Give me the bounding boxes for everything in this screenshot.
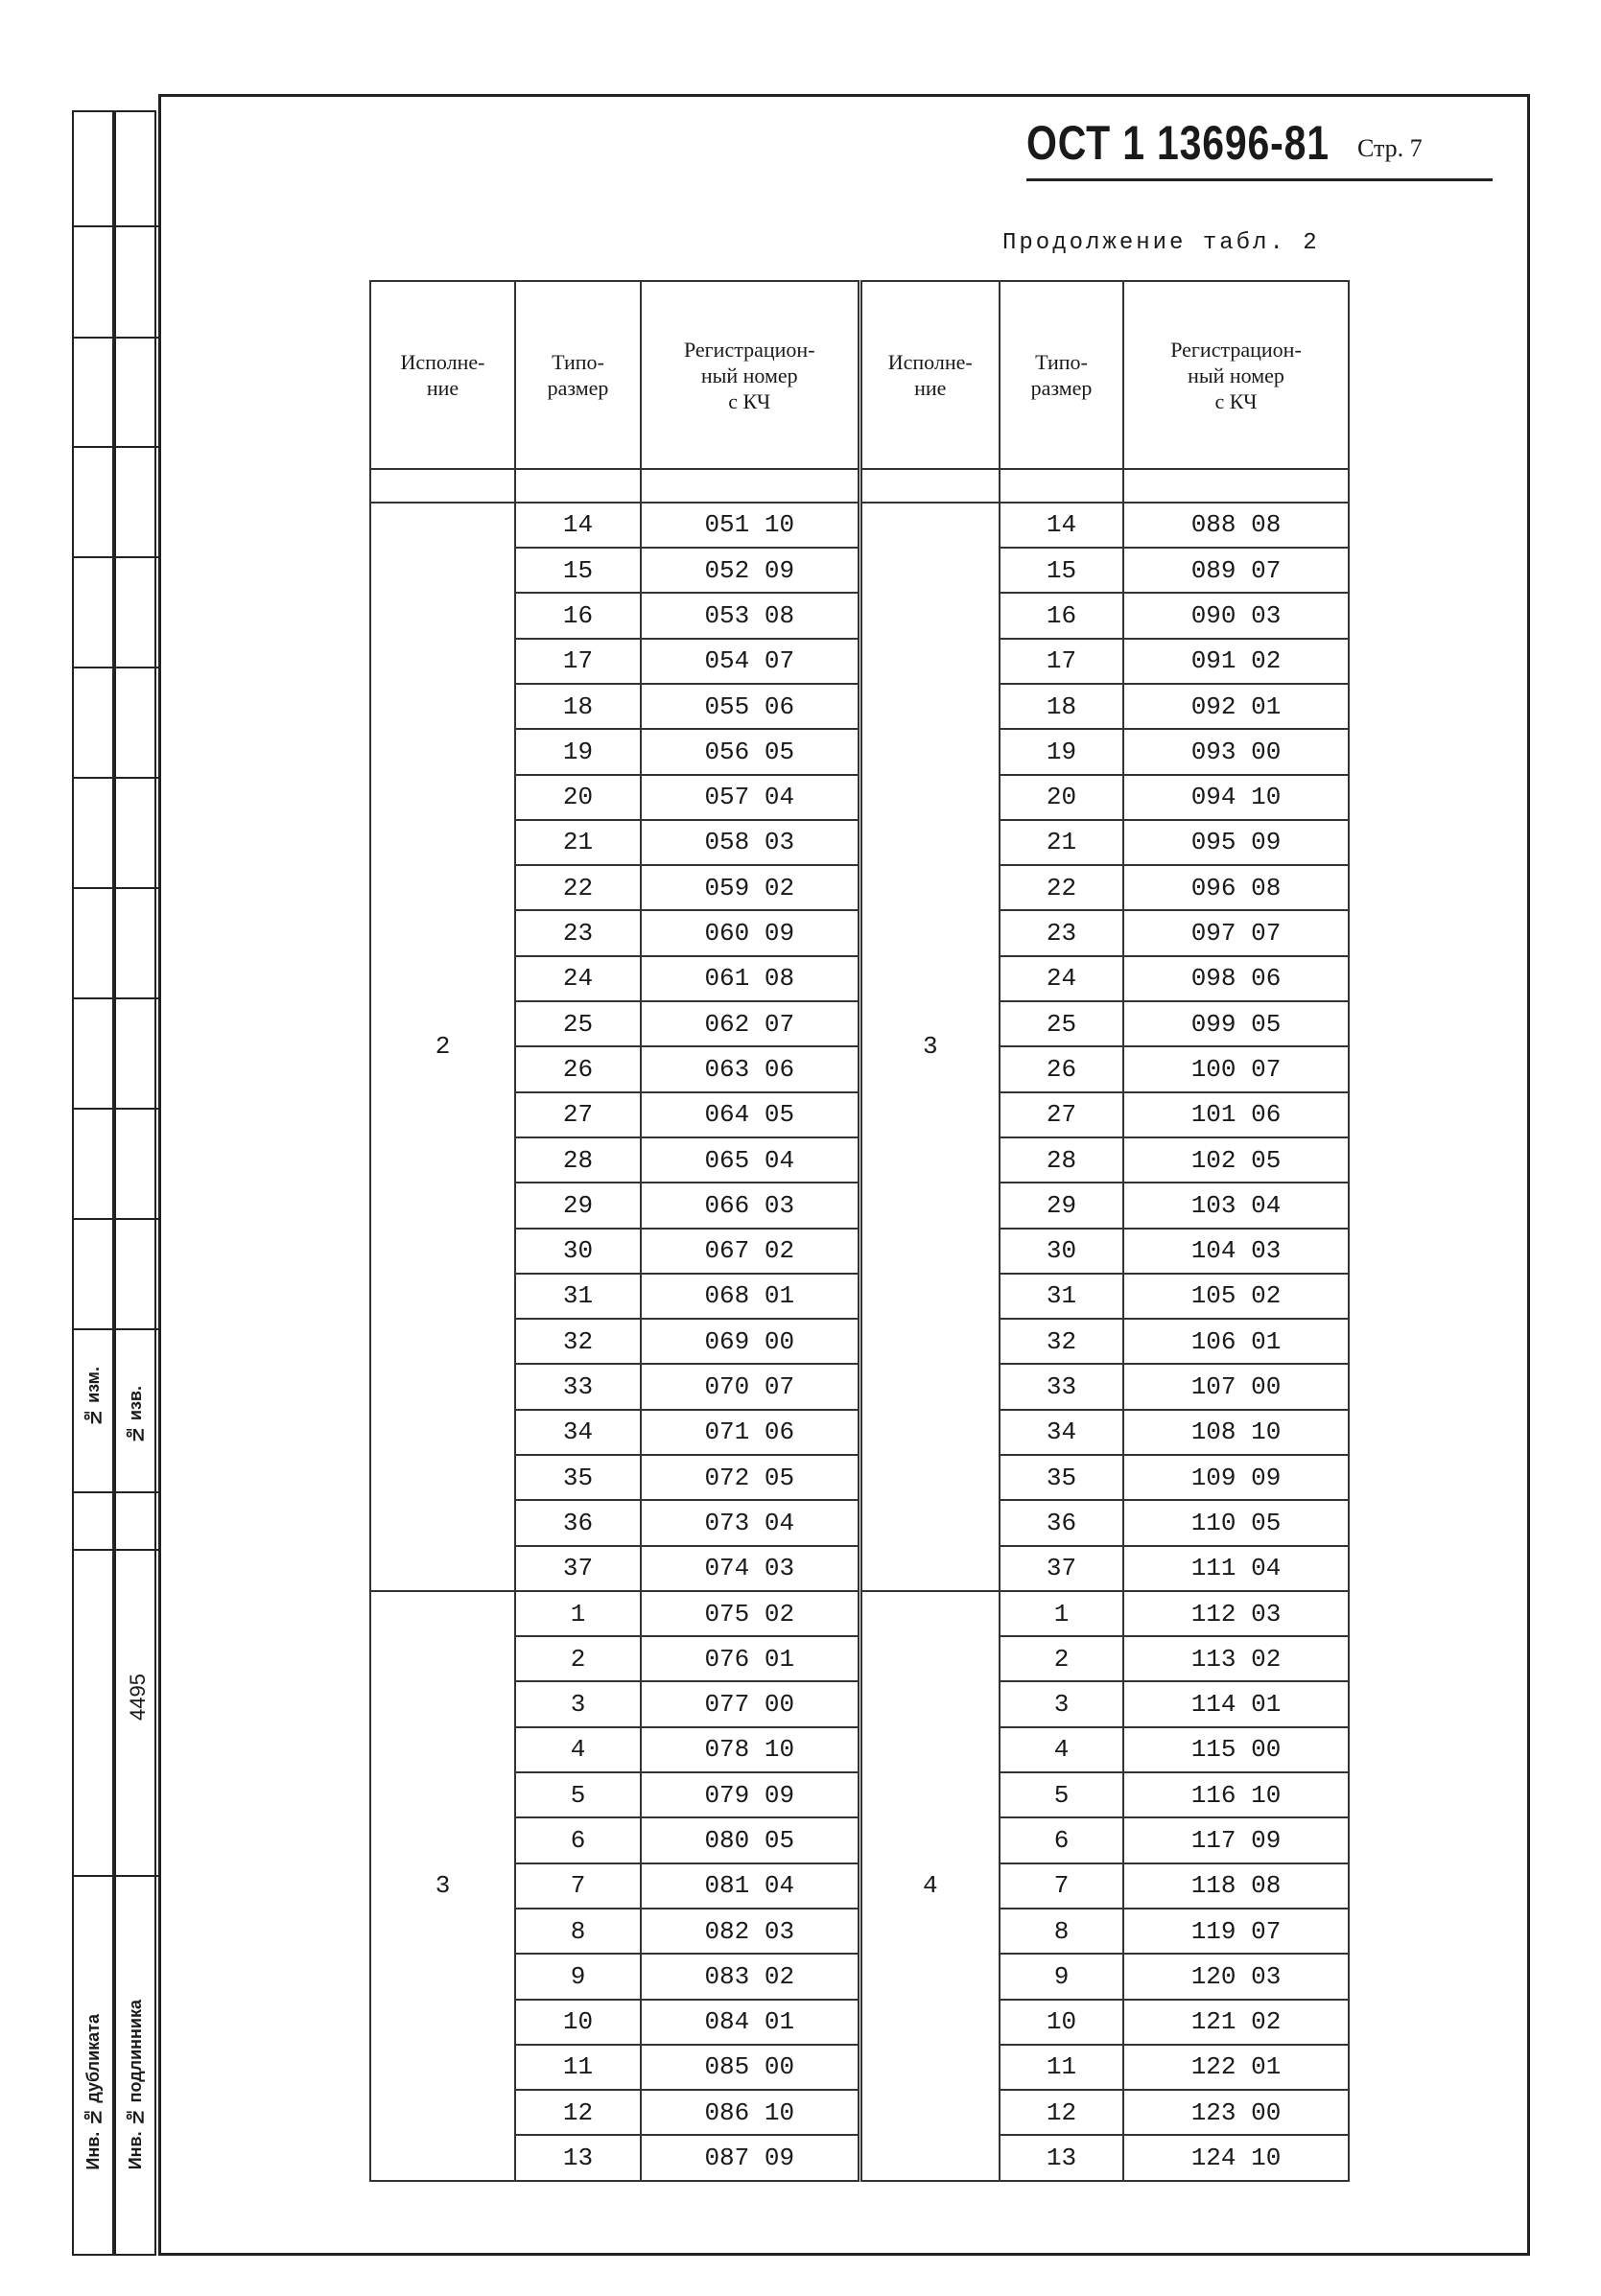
table-continuation-caption: Продолжение табл. 2 <box>1002 230 1320 256</box>
size-cell-left: 35 <box>515 1455 641 1500</box>
header-reg-left: Регистрацион- ный номер с КЧ <box>641 281 859 469</box>
page-number: Стр. 7 <box>1357 134 1423 162</box>
reg-number-cell-right: 102 05 <box>1123 1137 1349 1183</box>
size-cell-left: 8 <box>515 1909 641 1954</box>
header-reg-right: Регистрацион- ный номер с КЧ <box>1123 281 1349 469</box>
size-cell-left: 18 <box>515 684 641 729</box>
reg-number-cell-right: 109 09 <box>1123 1455 1349 1500</box>
reg-number-cell-right: 107 00 <box>1123 1364 1349 1409</box>
reg-number-cell-left: 069 00 <box>641 1319 859 1364</box>
execution-cell-left: 3 <box>370 1591 515 2181</box>
size-cell-left: 7 <box>515 1863 641 1909</box>
reg-number-cell-right: 089 07 <box>1123 548 1349 593</box>
reg-number-cell-right: 111 04 <box>1123 1546 1349 1591</box>
size-cell-right: 31 <box>1000 1274 1123 1319</box>
reg-number-cell-left: 067 02 <box>641 1229 859 1274</box>
reg-number-cell-left: 075 02 <box>641 1591 859 1636</box>
reg-number-cell-right: 104 03 <box>1123 1229 1349 1274</box>
reg-number-cell-left: 070 07 <box>641 1364 859 1409</box>
size-cell-left: 32 <box>515 1319 641 1364</box>
reg-number-cell-left: 086 10 <box>641 2090 859 2135</box>
original-inv-label: Инв. № подлинника <box>126 2000 145 2170</box>
size-cell-left: 25 <box>515 1001 641 1046</box>
size-cell-left: 28 <box>515 1137 641 1183</box>
reg-number-cell-left: 087 09 <box>641 2135 859 2181</box>
reg-number-cell-right: 091 02 <box>1123 639 1349 684</box>
reg-number-cell-left: 083 02 <box>641 1954 859 1999</box>
size-cell-left: 30 <box>515 1229 641 1274</box>
reg-number-cell-left: 062 07 <box>641 1001 859 1046</box>
size-cell-right: 13 <box>1000 2135 1123 2181</box>
reg-number-cell-left: 079 09 <box>641 1772 859 1817</box>
size-cell-left: 5 <box>515 1772 641 1817</box>
reg-number-cell-right: 105 02 <box>1123 1274 1349 1319</box>
size-cell-right: 25 <box>1000 1001 1123 1046</box>
size-cell-right: 35 <box>1000 1455 1123 1500</box>
reg-number-cell-right: 120 03 <box>1123 1954 1349 1999</box>
size-cell-left: 33 <box>515 1364 641 1409</box>
size-cell-right: 22 <box>1000 865 1123 910</box>
size-cell-right: 28 <box>1000 1137 1123 1183</box>
size-cell-right: 1 <box>1000 1591 1123 1636</box>
reg-number-cell-left: 054 07 <box>641 639 859 684</box>
size-cell-left: 20 <box>515 775 641 820</box>
reg-number-cell-left: 078 10 <box>641 1727 859 1772</box>
registration-table <box>369 280 1350 2182</box>
reg-number-cell-left: 056 05 <box>641 729 859 774</box>
size-cell-right: 18 <box>1000 684 1123 729</box>
size-cell-left: 34 <box>515 1410 641 1455</box>
header-gap-row <box>370 469 1349 503</box>
strip-column-left <box>72 110 114 2256</box>
reg-number-cell-right: 088 08 <box>1123 503 1349 548</box>
size-cell-left: 11 <box>515 2045 641 2090</box>
strip-column-right <box>114 110 156 2256</box>
document-code: ОСТ 1 13696-81 <box>1026 116 1330 170</box>
reg-number-cell-left: 080 05 <box>641 1817 859 1863</box>
size-cell-right: 11 <box>1000 2045 1123 2090</box>
size-cell-left: 24 <box>515 956 641 1001</box>
reg-number-cell-right: 097 07 <box>1123 910 1349 955</box>
reg-number-cell-right: 119 07 <box>1123 1909 1349 1954</box>
reg-number-cell-right: 096 08 <box>1123 865 1349 910</box>
reg-number-cell-left: 053 08 <box>641 593 859 638</box>
reg-number-cell-right: 098 06 <box>1123 956 1349 1001</box>
reg-number-cell-right: 114 01 <box>1123 1681 1349 1726</box>
size-cell-left: 3 <box>515 1681 641 1726</box>
size-cell-right: 8 <box>1000 1909 1123 1954</box>
reg-number-cell-left: 063 06 <box>641 1046 859 1091</box>
reg-number-cell-left: 060 09 <box>641 910 859 955</box>
change-number-label: № изм. <box>83 1367 103 1427</box>
reg-number-cell-left: 081 04 <box>641 1863 859 1909</box>
size-cell-right: 34 <box>1000 1410 1123 1455</box>
reg-number-cell-right: 112 03 <box>1123 1591 1349 1636</box>
header-execution-left: Исполне- ние <box>370 281 515 469</box>
reg-number-cell-right: 094 10 <box>1123 775 1349 820</box>
notice-number-label: № изв. <box>126 1386 145 1445</box>
size-cell-left: 1 <box>515 1591 641 1636</box>
reg-number-cell-right: 108 10 <box>1123 1410 1349 1455</box>
reg-number-cell-right: 123 00 <box>1123 2090 1349 2135</box>
size-cell-right: 19 <box>1000 729 1123 774</box>
size-cell-left: 27 <box>515 1092 641 1137</box>
reg-number-cell-left: 059 02 <box>641 865 859 910</box>
reg-number-cell-left: 071 06 <box>641 1410 859 1455</box>
size-cell-right: 36 <box>1000 1500 1123 1545</box>
reg-number-cell-left: 073 04 <box>641 1500 859 1545</box>
size-cell-right: 16 <box>1000 593 1123 638</box>
size-cell-right: 23 <box>1000 910 1123 955</box>
reg-number-cell-right: 121 02 <box>1123 2000 1349 2045</box>
size-cell-left: 12 <box>515 2090 641 2135</box>
size-cell-left: 9 <box>515 1954 641 1999</box>
size-cell-left: 10 <box>515 2000 641 2045</box>
size-cell-right: 24 <box>1000 956 1123 1001</box>
size-cell-left: 16 <box>515 593 641 638</box>
execution-cell-right: 4 <box>859 1591 1000 2181</box>
reg-number-cell-right: 115 00 <box>1123 1727 1349 1772</box>
size-cell-left: 36 <box>515 1500 641 1545</box>
size-cell-right: 20 <box>1000 775 1123 820</box>
title-underline <box>1026 178 1493 181</box>
reg-number-cell-left: 055 06 <box>641 684 859 729</box>
header-row <box>370 281 1349 469</box>
size-cell-right: 3 <box>1000 1681 1123 1726</box>
reg-number-cell-right: 092 01 <box>1123 684 1349 729</box>
reg-number-cell-left: 074 03 <box>641 1546 859 1591</box>
execution-cell-left: 2 <box>370 503 515 1591</box>
reg-number-cell-right: 124 10 <box>1123 2135 1349 2181</box>
size-cell-right: 30 <box>1000 1229 1123 1274</box>
reg-number-cell-right: 118 08 <box>1123 1863 1349 1909</box>
size-cell-right: 6 <box>1000 1817 1123 1863</box>
reg-number-cell-left: 077 00 <box>641 1681 859 1726</box>
reg-number-cell-left: 076 01 <box>641 1636 859 1681</box>
size-cell-left: 15 <box>515 548 641 593</box>
size-cell-right: 7 <box>1000 1863 1123 1909</box>
reg-number-cell-right: 101 06 <box>1123 1092 1349 1137</box>
size-cell-right: 32 <box>1000 1319 1123 1364</box>
reg-number-cell-right: 090 03 <box>1123 593 1349 638</box>
reg-number-cell-right: 103 04 <box>1123 1183 1349 1228</box>
reg-number-cell-left: 052 09 <box>641 548 859 593</box>
reg-number-cell-left: 066 03 <box>641 1183 859 1228</box>
reg-number-cell-left: 085 00 <box>641 2045 859 2090</box>
size-cell-left: 17 <box>515 639 641 684</box>
header-size-left: Типо- размер <box>515 281 641 469</box>
size-cell-right: 37 <box>1000 1546 1123 1591</box>
reg-number-cell-right: 095 09 <box>1123 820 1349 865</box>
size-cell-left: 37 <box>515 1546 641 1591</box>
size-cell-right: 27 <box>1000 1092 1123 1137</box>
size-cell-right: 33 <box>1000 1364 1123 1409</box>
size-cell-right: 17 <box>1000 639 1123 684</box>
table-row <box>370 503 1349 548</box>
size-cell-left: 6 <box>515 1817 641 1863</box>
reg-number-cell-left: 051 10 <box>641 503 859 548</box>
reg-number-cell-right: 117 09 <box>1123 1817 1349 1863</box>
reg-number-cell-left: 068 01 <box>641 1274 859 1319</box>
reg-number-cell-right: 093 00 <box>1123 729 1349 774</box>
size-cell-left: 26 <box>515 1046 641 1091</box>
size-cell-right: 12 <box>1000 2090 1123 2135</box>
size-cell-right: 10 <box>1000 2000 1123 2045</box>
size-cell-left: 13 <box>515 2135 641 2181</box>
reg-number-cell-right: 099 05 <box>1123 1001 1349 1046</box>
reg-number-cell-left: 058 03 <box>641 820 859 865</box>
size-cell-right: 5 <box>1000 1772 1123 1817</box>
size-cell-right: 15 <box>1000 548 1123 593</box>
size-cell-left: 31 <box>515 1274 641 1319</box>
original-inv-value: 4495 <box>126 1674 150 1721</box>
size-cell-right: 26 <box>1000 1046 1123 1091</box>
size-cell-left: 2 <box>515 1636 641 1681</box>
reg-number-cell-left: 065 04 <box>641 1137 859 1183</box>
reg-number-cell-left: 057 04 <box>641 775 859 820</box>
header-execution-right: Исполне- ние <box>859 281 1000 469</box>
reg-number-cell-right: 122 01 <box>1123 2045 1349 2090</box>
reg-number-cell-right: 106 01 <box>1123 1319 1349 1364</box>
reg-number-cell-right: 113 02 <box>1123 1636 1349 1681</box>
execution-cell-right: 3 <box>859 503 1000 1591</box>
size-cell-left: 23 <box>515 910 641 955</box>
reg-number-cell-left: 082 03 <box>641 1909 859 1954</box>
size-cell-left: 22 <box>515 865 641 910</box>
reg-number-cell-left: 061 08 <box>641 956 859 1001</box>
size-cell-right: 4 <box>1000 1727 1123 1772</box>
size-cell-left: 4 <box>515 1727 641 1772</box>
size-cell-right: 2 <box>1000 1636 1123 1681</box>
header-size-right: Типо- размер <box>1000 281 1123 469</box>
reg-number-cell-left: 072 05 <box>641 1455 859 1500</box>
size-cell-left: 19 <box>515 729 641 774</box>
binding-strip <box>72 110 160 2256</box>
size-cell-right: 14 <box>1000 503 1123 548</box>
size-cell-right: 9 <box>1000 1954 1123 1999</box>
size-cell-left: 21 <box>515 820 641 865</box>
size-cell-left: 14 <box>515 503 641 548</box>
reg-number-cell-left: 084 01 <box>641 2000 859 2045</box>
size-cell-right: 21 <box>1000 820 1123 865</box>
size-cell-left: 29 <box>515 1183 641 1228</box>
reg-number-cell-left: 064 05 <box>641 1092 859 1137</box>
reg-number-cell-right: 116 10 <box>1123 1772 1349 1817</box>
reg-number-cell-right: 100 07 <box>1123 1046 1349 1091</box>
duplicate-inv-label: Инв. № дубликата <box>83 2014 103 2170</box>
size-cell-right: 29 <box>1000 1183 1123 1228</box>
reg-number-cell-right: 110 05 <box>1123 1500 1349 1545</box>
table-row <box>370 1591 1349 1636</box>
